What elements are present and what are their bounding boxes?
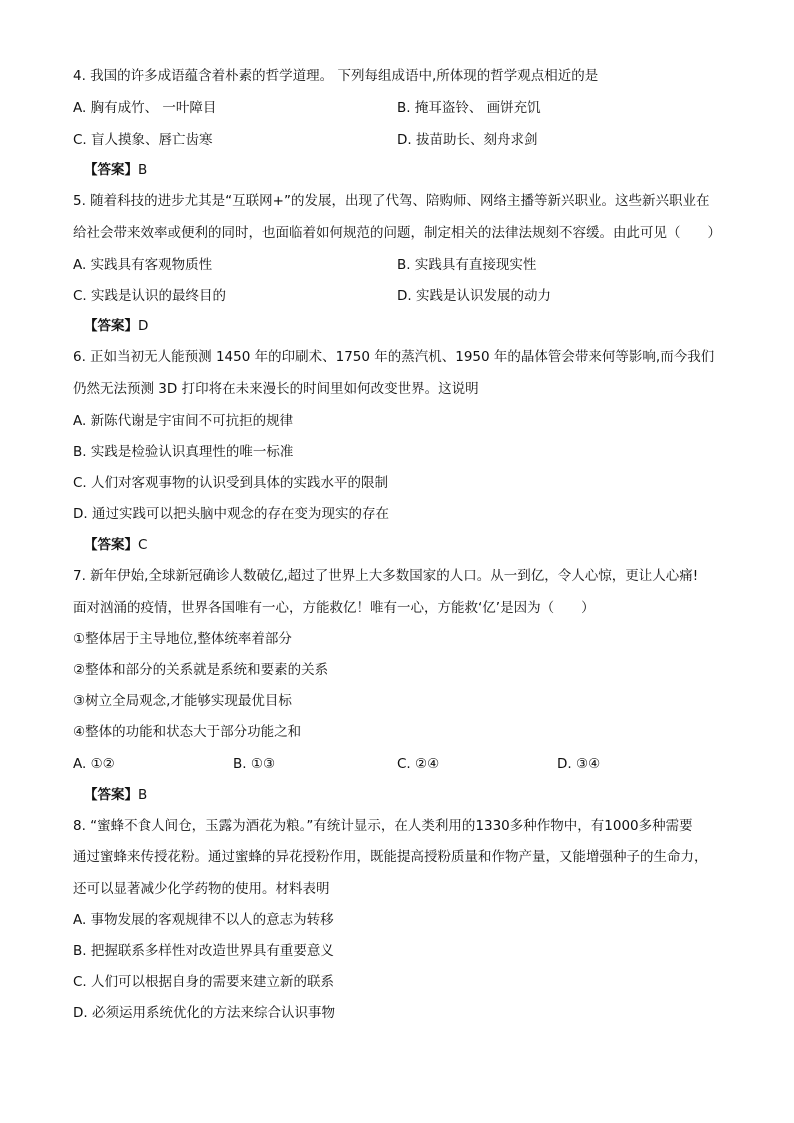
question-8-option-a: A. 事物发展的客观规律不以人的意志为转移 [73,912,334,928]
answer-tag: 【答案】 [84,318,138,334]
question-8-stem-line-3: 还可以显著减少化学药物的使用。材料表明 [73,881,330,897]
question-8-option-d: D. 必须运用系统优化的方法来综合认识事物 [73,1005,335,1021]
answer-tag: 【答案】 [84,162,138,178]
answer-tag: 【答案】 [84,537,138,553]
question-6-option-c: C. 人们对客观事物的认识受到具体的实践水平的限制 [73,475,389,491]
question-5-stem-line-1: 5. 随着科技的进步尤其是“互联网+”的发展，出现了代驾、陪购师、网络主播等新兴职业。这些新兴职业在 [73,193,710,209]
question-8-option-c: C. 人们可以根据自身的需要来建立新的联系 [73,974,335,990]
question-7-option-a: A. ①② [73,756,115,772]
question-4-answer [84,160,147,180]
question-6-stem-line-1: 6. 正如当初无人能预测 1450 年的印刷术、1750 年的蒸汽机、1950 年的晶体管会带来何等影响,而今我们 [73,349,715,365]
question-5-answer [84,316,148,336]
question-7-option-b: B. ①③ [233,756,276,772]
question-6-option-d: D. 通过实践可以把头脑中观念的存在变为现实的存在 [73,506,389,522]
question-8-stem-line-1: 8. “蜜蜂不食人间仓，玉露为酒花为粮。”有统计显示，在人类利用的1330多种作物中，有1000多种需要 [73,818,693,834]
question-7-answer [84,785,147,805]
question-7-stem-line-1: 7. 新年伊始,全球新冠确诊人数破亿,超过了世界上大多数国家的人口。从一到亿，令人心惊，更让人心痛! [73,568,699,584]
question-7-statement-3: ③树立全局观念,才能够实现最优目标 [73,693,292,709]
question-5-option-b: B. 实践具有直接现实性 [397,257,537,273]
question-8-stem-line-2: 通过蜜蜂来传授花粉。通过蜜蜂的异花授粉作用，既能提高授粉质量和作物产量，又能增强种子的生命力， [73,849,708,865]
answer-value: C [138,537,148,553]
answer-value: D [138,318,149,334]
answer-value: B [138,787,148,803]
answer-tag: 【答案】 [84,787,138,803]
question-6-answer [84,535,147,555]
question-5-stem-line-2: 给社会带来效率或便利的同时，也面临着如何规范的问题，制定相关的法律法规刻不容缓。由此可见（ ） [73,225,721,241]
question-7-statement-4: ④整体的功能和状态大于部分功能之和 [73,724,302,740]
question-5-option-c: C. 实践是认识的最终目的 [73,288,227,304]
question-6-option-b: B. 实践是检验认识真理性的唯一标准 [73,444,294,460]
question-7-statement-2: ②整体和部分的关系就是系统和要素的关系 [73,662,329,678]
question-4-stem-line-1: 4. 我国的许多成语蕴含着朴素的哲学道理。 下列每组成语中,所体现的哲学观点相近的是 [73,68,599,84]
question-4-option-a: A. 胸有成竹、 一叶障目 [73,100,217,116]
question-6-stem-line-2: 仍然无法预测 3D 打印将在未来漫长的时间里如何改变世界。这说明 [73,381,479,397]
question-5-option-d: D. 实践是认识发展的动力 [397,288,551,304]
question-4-option-c: C. 盲人摸象、唇亡齿寒 [73,132,213,148]
question-7-option-d: D. ③④ [557,756,601,772]
question-4-option-b: B. 掩耳盗铃、 画饼充饥 [397,100,541,116]
question-4-option-d: D. 拔苗助长、刻舟求剑 [397,132,538,148]
question-7-option-c: C. ②④ [397,756,440,772]
question-8-option-b: B. 把握联系多样性对改造世界具有重要意义 [73,943,334,959]
question-5-option-a: A. 实践具有客观物质性 [73,257,213,273]
question-7-statement-1: ①整体居于主导地位,整体统率着部分 [73,631,292,647]
question-7-stem-line-2: 面对汹涌的疫情，世界各国唯有一心，方能救亿！唯有一心，方能救‘亿’是因为（ ） [73,600,595,616]
answer-value: B [138,162,148,178]
question-6-option-a: A. 新陈代谢是宇宙间不可抗拒的规律 [73,413,294,429]
